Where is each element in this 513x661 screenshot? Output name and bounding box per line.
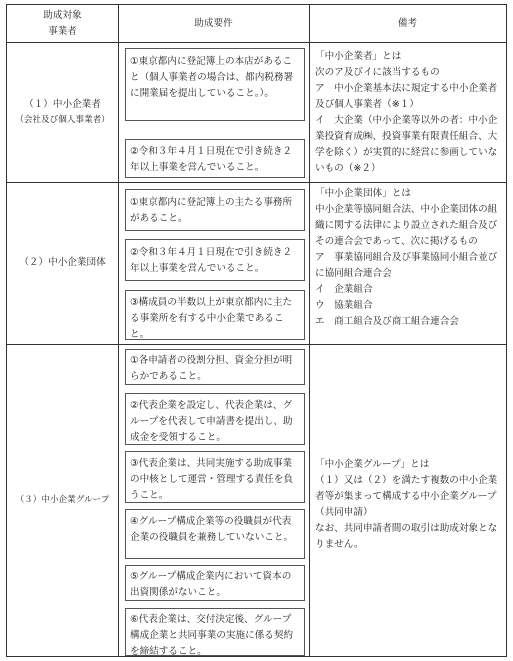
row2-requirement-1: ①東京都内に登記簿上の主たる事務所があること。 xyxy=(125,189,305,231)
row3-note: 「中小企業グループ」とは （１）又は（２）を満たす複数の中小企業者等が集まって構成する中小企業グループ（共同申請） なお、共同申請者間の取引は助成対象となりません。 xyxy=(315,459,498,550)
row1-requirement-2: ②令和３年４月１日現在で引き続き２年以上事業を営んでいること。 xyxy=(125,139,305,178)
row1-note: 「中小企業者」とは 次のア及びイに該当するもの ア 中小企業基本法に規定する中小企業者及び個人事業者（※１） イ 大企業（中小企業等以外の者：中小企業投資育成㈱、投資事業有限責任組合、大学を除く）が実質的に経営に参画していないもの（※２） xyxy=(315,51,498,174)
header-notes-label: 備考 xyxy=(397,17,418,29)
row1-requirement-1: ①東京都内に登記簿上の本店があること（個人事業者の場合は、都内税務署に開業届を提出していること。）。 xyxy=(125,48,305,121)
row1-target xyxy=(7,42,118,182)
row3-requirement-2: ②代表企業を設定し、代表企業は、グループを代表して申請書を提出し、助成金を受領すること。 xyxy=(125,393,305,445)
row2-requirement-2: ②令和３年４月１日現在で引き続き２年以上事業を営んでいること。 xyxy=(125,239,305,281)
row3-target xyxy=(7,344,118,656)
row2-note: 「中小企業団体」とは 中小企業等協同組合法、中小企業団体の組織に関する法律により設立された組合及びその連合会であって、次に掲げるもの ア 事業協同組合及び事業協同小組合並びに協同組合連合会 イ 企業組合 ウ 協業組合 エ 商工組合及び商工組合連合会 xyxy=(315,188,498,327)
column-divider xyxy=(118,5,119,656)
header-target-line1: 助成対象 xyxy=(43,9,82,21)
header-requirements xyxy=(118,5,309,42)
requirements-table xyxy=(6,4,507,657)
row2-target-name: （２）中小企業団体 xyxy=(19,257,106,268)
column-divider xyxy=(309,5,310,656)
row1-target-name: （１）中小企業者 xyxy=(24,99,101,110)
header-requirements-label: 助成要件 xyxy=(194,17,233,29)
header-target-line2: 事業者 xyxy=(48,25,77,37)
row3-requirement-3: ③代表企業は、共同実施する助成事業の中核として運営・管理する責任を負うこと。 xyxy=(125,451,305,503)
header-notes xyxy=(309,5,506,42)
row3-requirement-5: ⑤グループ構成企業内において資本の出資関係がないこと。 xyxy=(125,565,305,601)
header-target xyxy=(7,5,118,42)
row1-target-sub: （会社及び個人事業者） xyxy=(15,115,110,125)
row3-requirement-6: ⑥代表企業は、交付決定後、グループ構成企業と共同事業の実施に係る契約を締結すること。 xyxy=(125,608,305,656)
row3-target-name: （３）中小企業グループ xyxy=(15,495,110,505)
row3-requirement-4: ④グループ構成企業等の役職員が代表企業の役職員を兼務していないこと。 xyxy=(125,509,305,559)
row2-target xyxy=(7,182,118,344)
row3-requirement-1: ①各申請者の役割分担、資金分担が明らかであること。 xyxy=(125,349,305,385)
row2-requirement-3: ③構成員の半数以上が東京都内に主たる事業所を有する中小企業であること。 xyxy=(125,290,305,340)
